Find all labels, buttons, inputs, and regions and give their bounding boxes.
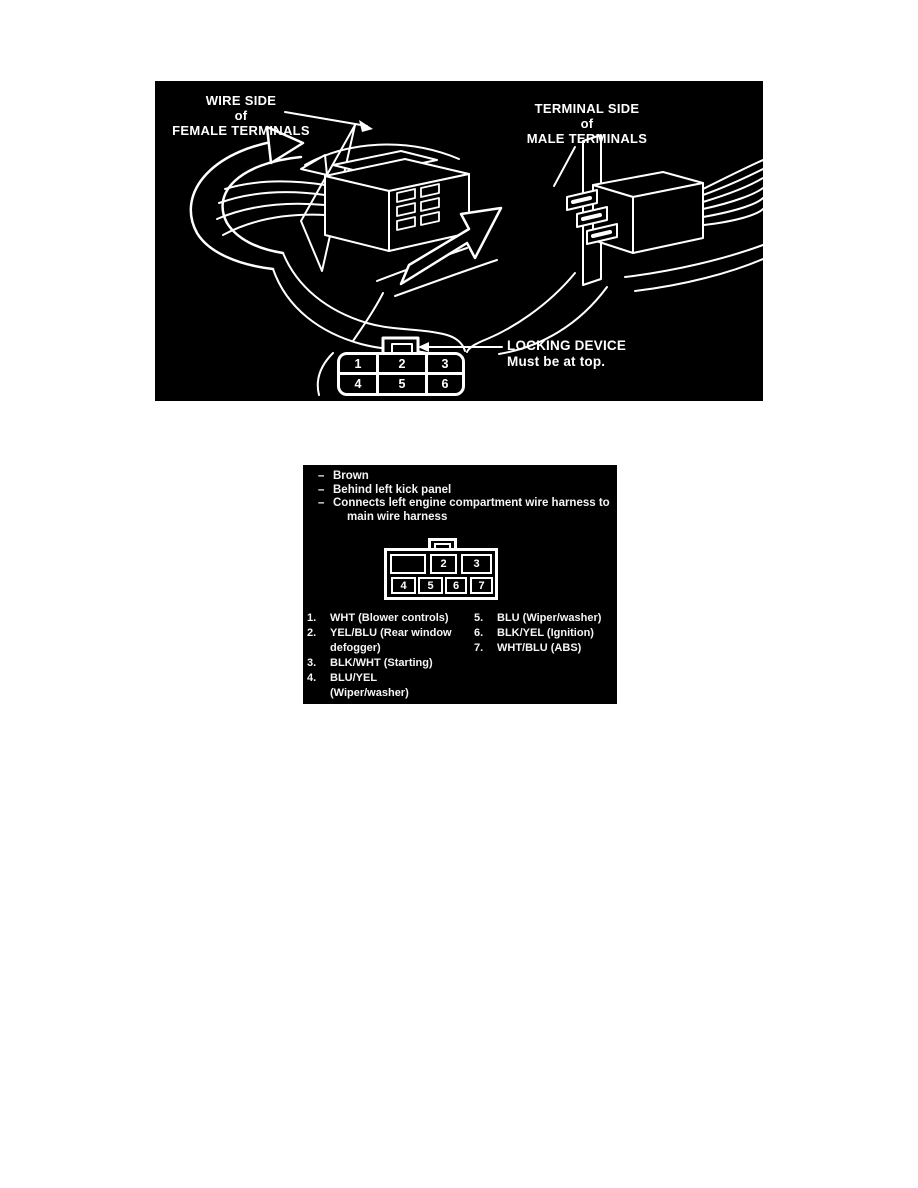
pin-number: 6. [474, 627, 484, 639]
pin-text: BLK/YEL (Ignition) [497, 627, 594, 639]
pin-cell-2: 2 [430, 554, 457, 574]
pin-entry-7 [474, 641, 614, 656]
locking-label-line1: LOCKING DEVICE [507, 338, 627, 353]
locking-label-line2: Must be at top. [507, 353, 606, 369]
pin-text: BLU (Wiper/washer) [497, 612, 602, 624]
connector-description-figure [303, 465, 617, 704]
pin-list-right [474, 611, 614, 656]
pin-number: 1. [307, 612, 317, 624]
male-label-line2: of [580, 116, 594, 131]
pin-entry-4 [307, 671, 472, 701]
male-label-line3: MALE TERMINALS [526, 131, 648, 146]
note-dash: – [318, 470, 325, 482]
connector-orientation-figure [155, 81, 763, 401]
male-label-line1: TERMINAL SIDE [534, 101, 640, 116]
six-pin-connector-face [337, 352, 465, 396]
note-location-text: Behind left kick panel [333, 483, 452, 496]
pin-text: WHT/BLU (ABS) [497, 642, 582, 654]
pin-cell-4: 4 [340, 375, 376, 393]
pin-number: 2. [307, 627, 317, 639]
pin-cell-2: 2 [379, 355, 425, 372]
pin-text: BLU/YEL [330, 672, 378, 684]
pin-entry-3 [307, 656, 472, 671]
six-pin-grid [340, 355, 462, 393]
pin-number: 3. [307, 657, 317, 669]
pin-text: WHT (Blower controls) [330, 612, 449, 624]
female-terminals-label [163, 93, 319, 138]
female-label-line3: FEMALE TERMINALS [172, 123, 310, 138]
pin-entry-1 [307, 611, 472, 626]
connector-notes [318, 470, 610, 524]
male-terminals-label [523, 101, 651, 146]
pin-cell-6: 6 [445, 577, 467, 594]
female-label-line1: WIRE SIDE [205, 93, 277, 108]
note-location [318, 484, 610, 498]
pin-entry-6 [474, 626, 614, 641]
seven-pin-connector-face [384, 548, 498, 600]
pin-text-wrap: (Wiper/washer) [330, 687, 409, 699]
male-label-leader [554, 147, 575, 186]
note-color-text: Brown [333, 470, 369, 482]
locking-device-label [507, 338, 626, 369]
pin-cell-3: 3 [428, 355, 462, 372]
locking-arrow [418, 342, 429, 352]
pin-entry-5 [474, 611, 614, 626]
pin-text-wrap: defogger) [330, 642, 381, 654]
female-label-line2: of [234, 108, 248, 123]
pin-cell-5: 5 [418, 577, 443, 594]
note-dash: – [318, 497, 325, 509]
pin-cell-6: 6 [428, 375, 462, 393]
pin-cell-4: 4 [391, 577, 416, 594]
pin-cell-3: 3 [461, 554, 492, 574]
pin-number: 7. [474, 642, 484, 654]
note-dash: – [318, 483, 325, 496]
note-color [318, 470, 610, 484]
note-function-text-line1: Connects left engine compartment wire harness to [333, 497, 610, 509]
note-function-text-line2: main wire harness [347, 510, 448, 523]
pin-number: 5. [474, 612, 484, 624]
pin-cell-5: 5 [379, 375, 425, 393]
note-function [318, 497, 610, 524]
pin-list-left [307, 611, 472, 701]
pin-cell-1: 1 [340, 355, 376, 372]
pin-text: YEL/BLU (Rear window [330, 627, 452, 639]
pin-entry-2 [307, 626, 472, 656]
pin-number: 4. [307, 672, 317, 684]
female-wires [225, 182, 325, 189]
pin-text: BLK/WHT (Starting) [330, 657, 433, 669]
pin-cell-7: 7 [470, 577, 493, 594]
pin-cell-1 [390, 554, 426, 574]
